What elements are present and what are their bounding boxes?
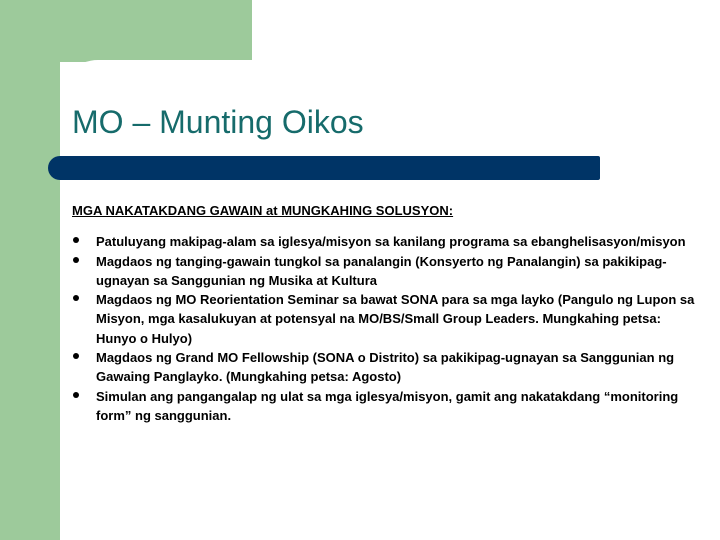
list-item [72,290,697,348]
list-item [72,232,697,251]
list-item-text: Simulan ang pangangalap ng ulat sa mga iglesya/misyon, gamit ang nakatakdang “monitoring form” ng sanggunian. [96,388,679,423]
bullet-icon [73,237,79,243]
list-item [72,348,697,387]
section-heading: MGA NAKATAKDANG GAWAIN at MUNGKAHING SOLUSYON: [72,203,454,218]
list-item-text: Magdaos ng Grand MO Fellowship (SONA o Distrito) sa pakikipag-ugnayan sa Sanggunian ng Gawaing Panglayko. (Mungkahing petsa: Agosto) [96,350,675,385]
list-item [72,252,697,291]
title-divider-bar [60,156,600,180]
green-left-band [0,0,60,540]
bullet-icon [73,257,79,263]
list-item [72,387,697,426]
list-item-text: Magdaos ng MO Reorientation Seminar sa bawat SONA para sa mga layko (Pangulo ng Lupon sa Misyon, mga kasalukuyan at potensyal na MO/BS/Small Group Leaders. Mungkahing petsa: Hunyo o Hulyo) [96,292,695,346]
list-item-text: Magdaos ng tanging-gawain tungkol sa panalangin (Konsyerto ng Panalangin) sa pakikipag-ugnayan sa Sanggunian ng Musika at Kultura [96,253,667,288]
bullet-icon [73,353,79,359]
list-item-text: Patuluyang makipag-alam sa iglesya/misyon sa kanilang programa sa ebanghelisasyon/misyon [96,234,686,250]
slide-content [72,201,697,425]
bullet-icon [73,295,79,301]
bullet-icon [73,392,79,398]
bullet-list [72,232,697,425]
slide-title: MO – Munting Oikos [72,104,364,140]
